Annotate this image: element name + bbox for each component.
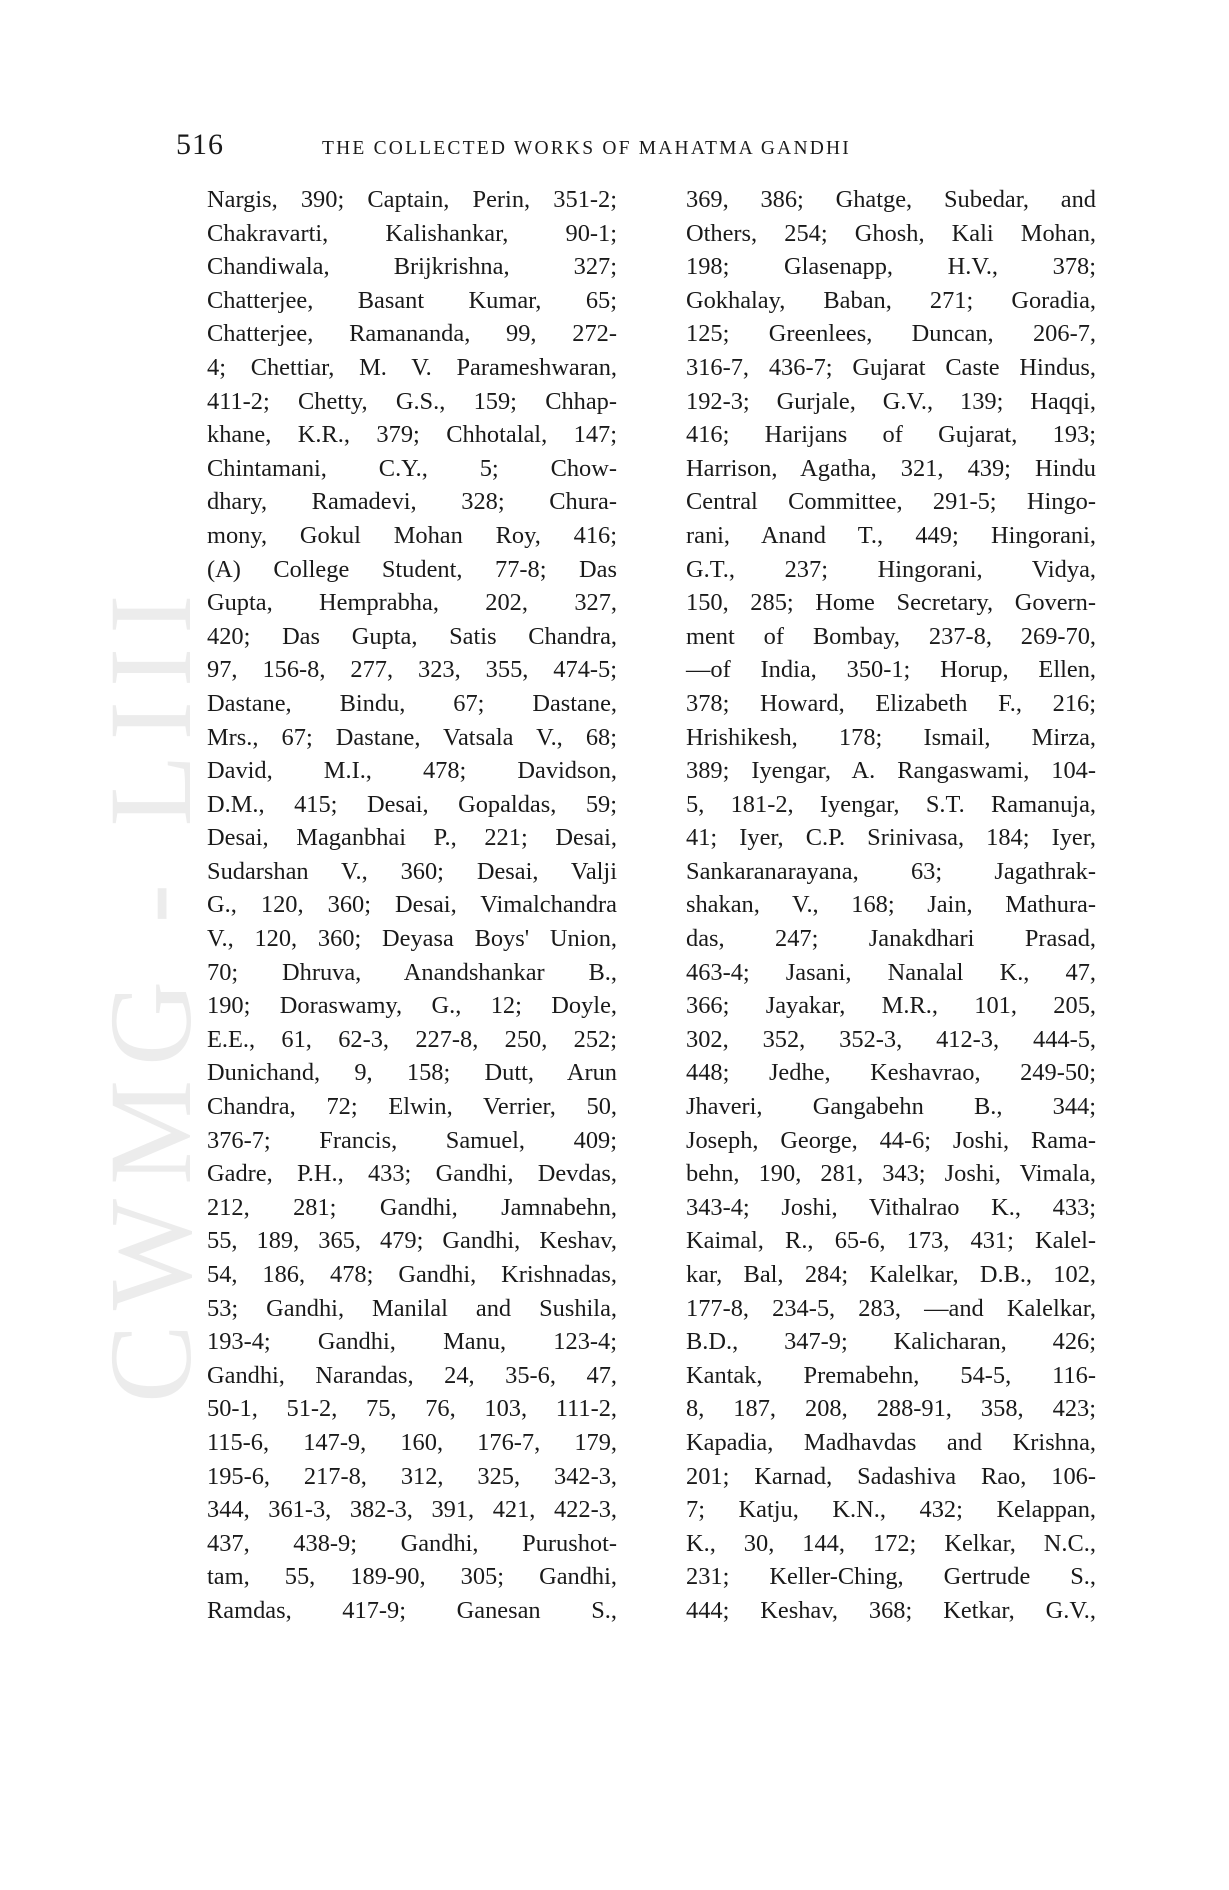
index-line: shakan, V., 168; Jain, Mathura- [686,891,1096,919]
index-line: 463-4; Jasani, Nanalal K., 47, [686,958,1096,986]
index-line: 369, 386; Ghatge, Subedar, and [686,186,1096,213]
index-line: 53; Gandhi, Manilal and Sushila, [207,1294,617,1322]
index-line: 376-7; Francis, Samuel, 409; [207,1126,617,1154]
index-line: 448; Jedhe, Keshavrao, 249-50; [686,1059,1096,1087]
index-line: ment of Bombay, 237-8, 269-70, [686,622,1096,650]
index-line: Gandhi, Narandas, 24, 35-6, 47, [207,1361,617,1389]
index-line: Dastane, Bindu, 67; Dastane, [207,689,617,717]
index-line: 231; Keller-Ching, Gertrude S., [686,1563,1096,1591]
index-line: Sudarshan V., 360; Desai, Valji [207,857,617,885]
index-line: khane, K.R., 379; Chhotalal, 147; [207,421,617,449]
index-line: 190; Doraswamy, G., 12; Doyle, [207,992,617,1020]
index-line: 70; Dhruva, Anandshankar B., [207,958,617,986]
index-line: Gupta, Hemprabha, 202, 327, [207,589,617,617]
index-line: 212, 281; Gandhi, Jamnabehn, [207,1193,617,1221]
index-line: 4; Chettiar, M. V. Parameshwaran, [207,353,617,381]
index-line: Hrishikesh, 178; Ismail, Mirza, [686,723,1096,751]
index-line: Joseph, George, 44-6; Joshi, Rama- [686,1126,1096,1154]
index-line: dhary, Ramadevi, 328; Chura- [207,488,617,516]
index-line: 420; Das Gupta, Satis Chandra, [207,622,617,650]
index-line: Dunichand, 9, 158; Dutt, Arun [207,1059,617,1087]
index-line: 97, 156-8, 277, 323, 355, 474-5; [207,656,617,684]
index-line: —of India, 350-1; Horup, Ellen, [686,656,1096,684]
index-line: 378; Howard, Elizabeth F., 216; [686,689,1096,717]
index-line: Chatterjee, Basant Kumar, 65; [207,286,617,314]
index-line: Desai, Maganbhai P., 221; Desai, [207,824,617,852]
index-line: 5, 181-2, Iyengar, S.T. Ramanuja, [686,790,1096,818]
index-line: Chakravarti, Kalishankar, 90-1; [207,219,617,247]
index-line: D.M., 415; Desai, Gopaldas, 59; [207,790,617,818]
index-line: 54, 186, 478; Gandhi, Krishnadas, [207,1261,617,1288]
index-line: Chandra, 72; Elwin, Verrier, 50, [207,1093,617,1121]
index-line: Nargis, 390; Captain, Perin, 351-2; [207,186,617,213]
index-line: Chandiwala, Brijkrishna, 327; [207,253,617,281]
index-line: (A) College Student, 77-8; Das [207,555,617,583]
index-line: Mrs., 67; Dastane, Vatsala V., 68; [207,723,617,751]
index-line: Central Committee, 291-5; Hingo- [686,488,1096,516]
index-line: 150, 285; Home Secretary, Govern- [686,589,1096,617]
index-line: behn, 190, 281, 343; Joshi, Vimala, [686,1160,1096,1188]
index-line: mony, Gokul Mohan Roy, 416; [207,521,617,549]
index-line: 389; Iyengar, A. Rangaswami, 104- [686,757,1096,785]
index-line: Gokhalay, Baban, 271; Goradia, [686,286,1096,314]
index-line: Jhaveri, Gangabehn B., 344; [686,1093,1096,1121]
index-line: 316-7, 436-7; Gujarat Caste Hindus, [686,353,1096,381]
index-line: 7; Katju, K.N., 432; Kelappan, [686,1496,1096,1524]
index-line: 8, 187, 208, 288-91, 358, 423; [686,1395,1096,1423]
index-line: E.E., 61, 62-3, 227-8, 250, 252; [207,1025,617,1053]
index-line: Gadre, P.H., 433; Gandhi, Devdas, [207,1160,617,1188]
index-line: 201; Karnad, Sadashiva Rao, 106- [686,1462,1096,1490]
index-line: 344, 361-3, 382-3, 391, 421, 422-3, [207,1496,617,1524]
index-line: 366; Jayakar, M.R., 101, 205, [686,992,1096,1020]
index-line: 343-4; Joshi, Vithalrao K., 433; [686,1193,1096,1221]
index-line: 411-2; Chetty, G.S., 159; Chhap- [207,387,617,415]
watermark-text: CWMG - LIII [85,580,216,1403]
index-line: Kaimal, R., 65-6, 173, 431; Kalel- [686,1227,1096,1255]
index-line: V., 120, 360; Deyasa Boys' Union, [207,925,617,953]
index-line: Ramdas, 417-9; Ganesan S., [207,1596,617,1624]
index-line: 444; Keshav, 368; Ketkar, G.V., [686,1596,1096,1624]
running-head: THE COLLECTED WORKS OF MAHATMA GANDHI [322,138,851,159]
index-line: 55, 189, 365, 479; Gandhi, Keshav, [207,1227,617,1255]
index-line: 416; Harijans of Gujarat, 193; [686,421,1096,449]
index-line: G., 120, 360; Desai, Vimalchandra [207,891,617,919]
index-line: 192-3; Gurjale, G.V., 139; Haqqi, [686,387,1096,415]
index-line: rani, Anand T., 449; Hingorani, [686,521,1096,549]
index-line: Chintamani, C.Y., 5; Chow- [207,454,617,482]
index-line: Kantak, Premabehn, 54-5, 116- [686,1361,1096,1389]
cwmg-watermark [85,273,216,1403]
index-line: K., 30, 144, 172; Kelkar, N.C., [686,1529,1096,1557]
index-line: 195-6, 217-8, 312, 325, 342-3, [207,1462,617,1490]
watermark-graphic [85,273,216,1403]
index-line: 177-8, 234-5, 283, —and Kalelkar, [686,1294,1096,1322]
index-column-left [207,183,617,1628]
index-line: Harrison, Agatha, 321, 439; Hindu [686,454,1096,482]
index-line: Others, 254; Ghosh, Kali Mohan, [686,219,1096,247]
index-line: David, M.I., 478; Davidson, [207,757,617,785]
index-line: Sankaranarayana, 63; Jagathrak- [686,857,1096,885]
index-line: 125; Greenlees, Duncan, 206-7, [686,320,1096,348]
index-line: B.D., 347-9; Kalicharan, 426; [686,1328,1096,1356]
index-line: 437, 438-9; Gandhi, Purushot- [207,1529,617,1557]
index-line: 193-4; Gandhi, Manu, 123-4; [207,1328,617,1356]
index-line: G.T., 237; Hingorani, Vidya, [686,555,1096,583]
index-line: 41; Iyer, C.P. Srinivasa, 184; Iyer, [686,824,1096,852]
index-line: tam, 55, 189-90, 305; Gandhi, [207,1563,617,1591]
index-line: 198; Glasenapp, H.V., 378; [686,253,1096,281]
index-line: Chatterjee, Ramananda, 99, 272- [207,320,617,348]
index-line: das, 247; Janakdhari Prasad, [686,925,1096,953]
index-column-right [686,183,1096,1628]
index-line: Kapadia, Madhavdas and Krishna, [686,1428,1096,1456]
index-line: 50-1, 51-2, 75, 76, 103, 111-2, [207,1395,617,1423]
index-line: kar, Bal, 284; Kalelkar, D.B., 102, [686,1261,1096,1288]
page-number: 516 [176,128,224,161]
index-line: 115-6, 147-9, 160, 176-7, 179, [207,1428,617,1456]
index-line: 302, 352, 352-3, 412-3, 444-5, [686,1025,1096,1053]
